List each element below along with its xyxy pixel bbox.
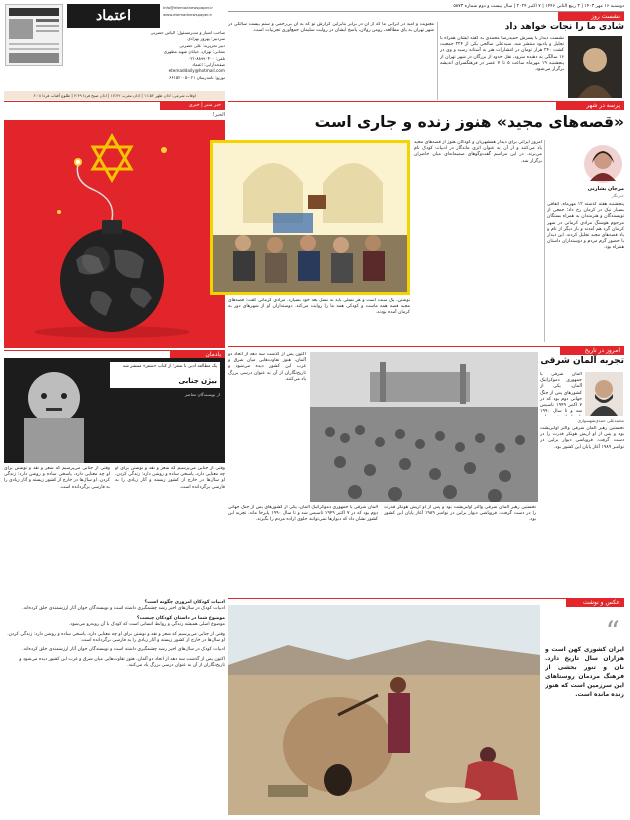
- top-right-text: معنویت و امید در ایرانی ما که از آن در برابر بنابراین گزارش تو که به آن بی‌رحمی و ستم بیست سالگی در شهر تهران به پای مطالعه، رومن رولان، پاسخ ایشان در روایت سلیمان جمع‌آوری تجربیات است.: [228, 22, 434, 34]
- portrait-subtitle: از نویسندگان معاصر: [184, 392, 220, 397]
- history-text-a: آلمان شرقی یا جمهوری دموکراتیک آلمان، یکی از کشورهای پس از جنگ جهانی دوم بود که در ۷ اکتبر ۱۹۴۹ تاسیس شد و تا سال ۱۹۹۰: [540, 372, 582, 415]
- qa-answer: ادبیات کودک در سال‌های اخیر رشد چشمگیری داشته است و نویسندگان جوان آثار ارزشمندی خلق کرده‌اند.: [22, 647, 225, 653]
- masthead-logo: اعتماد: [95, 8, 132, 24]
- feature-headline: «قصه‌های مجید» هنوز زنده و جاری است: [314, 113, 624, 131]
- history-text-c: آلمان شرقی یا جمهوری دموکراتیک آلمان، یکی از کشورهای پس از جنگ جهانی دوم بود که در ۷ اکتبر ۱۹۴۹ تاسیس شد و تا سال ۱۹۹۰ پابرجا ماند. تجربه این کشور نشان داد که دیوارها نمی‌توانند جلوی اراده مردم را بگیرند.: [228, 505, 378, 523]
- history-photo: [310, 352, 538, 502]
- qa-answer: ادبیات کودک در سال‌های اخیر رشد چشمگیری داشته است و نویسندگان جوان آثار ارزشمندی خلق کرده‌اند.: [22, 606, 225, 612]
- qa-answer: وقتی از جنابی می‌پرسیم که شعر و نقد و نوشتن برای او چه معنایی دارد، پاسخی ساده و روشن دارد: زندگی کردن. او سال‌ها در خارج از کشور زیسته و آثار زیادی را به فارسی برگردانده است.: [7, 631, 225, 644]
- info-line: تلفن: ۸۸۹۹۰۴۰۰-۰۲۱: [188, 55, 225, 61]
- info-line: صفحه‌آرایی: اعتماد: [192, 62, 225, 68]
- byline-portrait-feature: [584, 143, 622, 185]
- section-label-left: خبر منبر | خبری: [160, 101, 225, 110]
- feature-text-mid: امروز ایرانی برای دیدار همشهریان و کودکان هنوز از قصه‌های مجید یاد می‌کنند و از آن به عنوان اثری ماندگار در ادبیات کودک نام می‌برند. در این مراسم گفت‌وگوهای صمیمانه‌ای میان حاضران برگزار شد.: [414, 140, 542, 164]
- masthead-email[interactable]: Info@etemadnewspaper.ir: [163, 5, 213, 10]
- portrait-text: وقتی از جنابی می‌پرسیم که شعر و نقد و نوشتن برای او چه معنایی دارد، پاسخی ساده و روشن دارد: زندگی کردن. او سال‌ها در خارج از کشور زیسته و آثار زیادی را به فارسی برگردانده است.: [115, 466, 225, 490]
- section-label-portrait: یادمان: [170, 350, 225, 359]
- feature-text-left: نوشتن، یک سنت است و هر نسلی باید به نسل بعد خود بسپارد. مرادی کرمانی گفت: قصه‌های مجید قصه همه ماست و کودکی همه ما را روایت می‌کند. دوستداران او از شهرهای دور به کرمان آمده بودند.: [228, 298, 410, 316]
- history-text-d: نخستین رهبر آلمان شرقی والتر اولبریشت بود و پس از او اریش هونکر قدرت را در دست گرفت. فروپاشی دیوار برلین در نوامبر ۱۹۸۹ آغاز پایان این کشور بود.: [384, 505, 536, 523]
- info-line[interactable]: etemaddaily@hotmail.com: [168, 68, 225, 74]
- history-byline: محمدعلی حمدی‌شهسواری: [577, 418, 624, 423]
- dateline: دوشنبه ۱۶ مهر ۱۴۰۳ | ۳ ربیع الثانی ۱۴۴۶ | ۷ اکتبر ۲۰۲۴ | سال بیست و دوم شماره ۵۸۷۳: [453, 4, 624, 9]
- section-label-top: نشست روز: [558, 12, 624, 21]
- bread-photo: [228, 605, 540, 815]
- info-line: دبیر تحریریه: علی حضرتی: [179, 42, 225, 48]
- left-sublabel: الخبر!: [212, 112, 225, 118]
- qa-answer: اکنون پس از گذشت سه دهه از اتحاد دو آلمان، هنوز تفاوت‌هایی میان شرق و غرب این کشور دیده می‌شود و تاریخ‌نگاران از آن به عنوان درسی بزرگ یاد می‌کنند.: [19, 656, 225, 669]
- masthead-info: [67, 30, 225, 90]
- section-label-history: امروز در تاریخ: [560, 346, 624, 355]
- portrait-quote: یک مطالعه ادبی با شعر؛ از کتاب «شعر» منتشر شد: [122, 364, 217, 369]
- section-label-photo: عکس و نوشت: [566, 598, 624, 607]
- info-line: توزیع: نامه‌رسان ۰۲۱-۶۶۱۵۲۰۰۵: [169, 74, 225, 80]
- feature-text-right-col: پنجشنبه هفته گذشته ۱۲ مهرماه، اتفاقی بسیار نیک در کرمان رخ داد؛ جمعی از نویسندگان و هنرمندان به همراه بستگان مرحوم هوشنگ مرادی کرمانی در شهر کرمان گرد هم آمدند و بار دیگر از نام و یاد قصه‌های مجید تجلیل کردند. این دیدار با حضور گرم مردم و دوستداران داستان همراه بود.: [547, 202, 624, 251]
- masthead-logo-box: [67, 4, 160, 28]
- bomb-illustration: [4, 120, 225, 348]
- feature-photo: [210, 140, 410, 295]
- history-text-b: اکنون پس از گذشت سه دهه از اتحاد دو آلمان، هنوز تفاوت‌هایی میان شرق و غرب این کشور دیده می‌شود و تاریخ‌نگاران از آن به عنوان درسی بزرگ یاد می‌کنند.: [228, 352, 306, 382]
- feature-byline-role: خبرنگار: [611, 193, 624, 198]
- portrait-quote-box: [110, 362, 220, 388]
- portrait-text-left: وقتی از جنابی می‌پرسیم که شعر و نقد و نوشتن برای او چه معنایی دارد، پاسخی ساده و روشن دارد: زندگی کردن. او سال‌ها در خارج از کشور زیسته و آثار زیادی را به فارسی برگردانده است.: [4, 466, 110, 490]
- info-line: صاحب امتیاز و مدیرمسئول: الیاس حضرتی: [150, 30, 225, 35]
- portrait-name: بیژن جنابی: [178, 377, 217, 385]
- photo-quote-mark: “: [605, 615, 620, 648]
- masthead-site[interactable]: www.etemadnewspaper.ir: [163, 12, 213, 17]
- top-section-text: نشست دیدار با پسرش حمیدرضا محمدی به گفته ایشان همراه با تجلیل و یادبود منتشر شد، سیدعلی صالحی یکی از ۲۲۴ جمعیت کشت ۲۴۰ هزار تومان در انتشارات هنر به آستانه رسید و وی در ۱۶ سالگی به دهنده سرود، نقل حدود از بزرگان در شهر تهران از پنجشنبه ۱۹ مهرماه ساعت ۵ تا ۷ عصر در فرهنگسرای اندیشه برگزار می‌شود.: [440, 36, 564, 73]
- qa-question: ادبیات کودکان امروزی چگونه است؟: [144, 600, 225, 605]
- history-text-a2: نخستین رهبر آلمان شرقی والتر اولبریشت بود و پس از او اریش هونکر قدرت را در دست گرفت. فروپاشی دیوار برلین در نوامبر ۱۹۸۹ آغاز پایان این کشور بود.: [540, 426, 624, 450]
- author-portrait-top: [568, 36, 622, 98]
- info-line: سردبیر: بهروز بهزادی: [187, 36, 225, 42]
- front-page-thumbnail: [5, 4, 63, 66]
- history-byline-portrait: [585, 372, 623, 416]
- qa-answer: موضوع اصلی همیشه زندگی و روابط انسانی است که کودک با آن روبه‌رو می‌شود.: [68, 622, 225, 628]
- photo-quote: ایران کشوری کهن است و هزاران سال تاریخ دارد. نان و تنور بخشی از فرهنگ مردمان روستاهای این سرزمین است که هنوز زنده مانده است.: [545, 646, 624, 698]
- qa-block: [4, 600, 225, 816]
- info-line: نشانی: تهران، خیابان شهید مطهری: [163, 49, 225, 55]
- section-label-feature: پرسه در شهر: [556, 101, 624, 110]
- qa-question: موضوع شما در داستان کودکان چیست؟: [136, 615, 225, 621]
- prayer-times: اوقات شرعی: اذان ظهر ۱۱:۵۲ | اذان مغرب ۱۷:۴۲ | اذان صبح فردا ۴:۴۹ | طلوع آفتاب فردا ۶:۰۸: [4, 91, 225, 100]
- top-headline: شادی ما را نجات خواهد داد: [504, 22, 624, 32]
- feature-byline: مرجان بشارتی: [587, 186, 624, 192]
- history-headline: تجربه آلمان شرقی: [540, 356, 624, 366]
